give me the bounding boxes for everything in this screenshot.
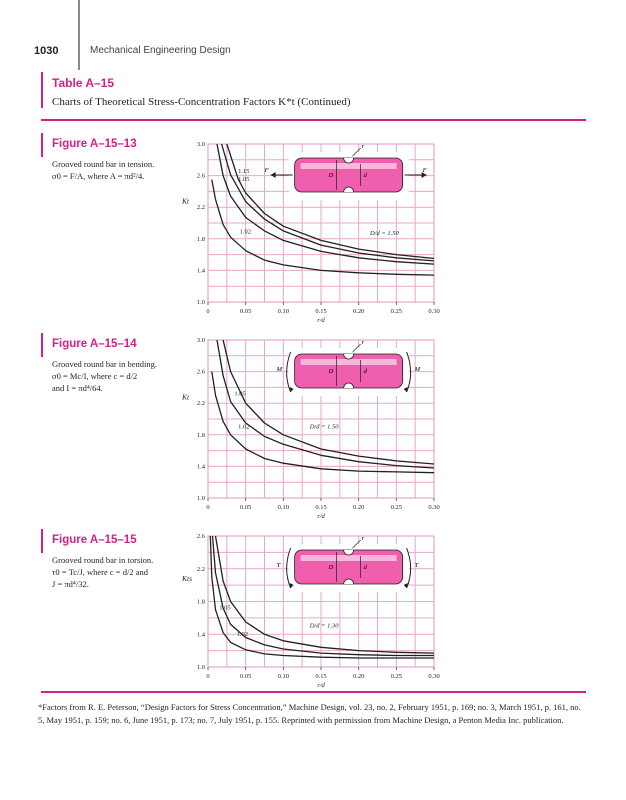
load-label-right: F — [422, 167, 427, 174]
series-label: 1.05 — [234, 390, 246, 398]
x-tick-label: 0 — [206, 504, 210, 511]
y-tick-label: 1.8 — [196, 598, 205, 606]
x-axis-label: r/d — [317, 513, 325, 520]
y-tick-label: 2.2 — [196, 565, 205, 573]
series-label: D/d = 1.50 — [309, 423, 339, 431]
series-label: 1.02 — [238, 423, 250, 431]
table-accent-bar — [41, 72, 43, 108]
figure-14-desc-line: σ0 = Mc/I, where c = d/2 — [52, 371, 138, 381]
figure-15-description — [52, 554, 177, 590]
y-tick-label: 2.2 — [196, 400, 205, 408]
x-tick-label: 0.30 — [428, 504, 440, 511]
bar-highlight — [301, 163, 397, 169]
series-label: 1.02 — [236, 630, 249, 638]
table-rule — [41, 119, 586, 121]
table-title: Table A–15 — [52, 76, 115, 90]
series-label: D/d = 1.50 — [369, 229, 399, 237]
figure-15-desc-line: J = πd⁴/32. — [52, 579, 89, 589]
figure-13-chart — [172, 138, 462, 324]
x-tick-label: 0.15 — [315, 673, 327, 680]
x-tick-label: 0 — [206, 673, 210, 680]
series-label: 1.15 — [238, 168, 250, 176]
figure-13-desc-line: σ0 = F/A, where A = πd²/4. — [52, 171, 145, 181]
load-label-left: M — [276, 366, 283, 373]
x-tick-label: 0.30 — [428, 308, 440, 315]
series-label: 1.02 — [239, 228, 252, 236]
label-D: D — [328, 368, 334, 375]
figure-13-desc-line: Grooved round bar in tension. — [52, 159, 155, 169]
y-axis-label: Kt — [182, 196, 190, 206]
y-tick-label: 1.0 — [196, 299, 205, 306]
x-tick-label: 0.15 — [315, 308, 327, 315]
figure-13-accent-bar — [41, 133, 43, 157]
x-axis-label: r/d — [317, 682, 325, 689]
y-axis-label: Kts — [182, 574, 193, 584]
header-divider — [78, 0, 80, 70]
figure-14-title: Figure A–15–14 — [52, 338, 137, 350]
y-tick-label: 1.8 — [196, 431, 205, 439]
x-tick-label: 0.20 — [352, 673, 365, 680]
x-tick-label: 0.20 — [352, 308, 365, 315]
label-D: D — [328, 172, 334, 179]
x-tick-label: 0.25 — [390, 673, 403, 680]
load-label-left: F — [264, 167, 269, 174]
y-tick-label: 2.2 — [196, 204, 205, 212]
label-d: d — [363, 172, 367, 179]
x-tick-label: 0.20 — [352, 504, 365, 511]
figure-15-accent-bar — [41, 529, 43, 553]
y-tick-label: 2.6 — [196, 172, 205, 180]
x-tick-label: 0 — [206, 308, 210, 315]
label-d: d — [363, 368, 367, 375]
series-label: 1.05 — [219, 604, 231, 612]
x-tick-label: 0.05 — [239, 673, 252, 680]
x-tick-label: 0.30 — [428, 673, 440, 680]
y-tick-label: 3.0 — [196, 337, 205, 344]
figure-14-description — [52, 358, 177, 394]
figure-15-title: Figure A–15–15 — [52, 534, 137, 546]
x-tick-label: 0.10 — [277, 308, 290, 315]
figure-14-desc-line: and I = πd⁴/64. — [52, 383, 103, 393]
y-tick-label: 3.0 — [196, 141, 205, 148]
table-caption: Charts of Theoretical Stress-Concentration Factors K*t (Continued) — [52, 96, 351, 108]
series-label: D/d = 1.30 — [309, 622, 339, 630]
y-tick-label: 1.8 — [196, 235, 205, 243]
y-tick-label: 1.4 — [196, 631, 205, 639]
x-tick-label: 0.05 — [239, 504, 252, 511]
y-tick-label: 1.4 — [196, 267, 205, 275]
series-label: 1.05 — [238, 176, 250, 184]
x-tick-label: 0.25 — [390, 504, 403, 511]
x-tick-label: 0.10 — [277, 673, 290, 680]
y-tick-label: 1.4 — [196, 463, 205, 471]
x-axis-label: r/d — [317, 317, 325, 324]
figure-15-desc-line: Grooved round bar in torsion. — [52, 555, 154, 565]
x-tick-label: 0.10 — [277, 504, 290, 511]
label-d: d — [363, 564, 367, 571]
label-r: r — [361, 339, 365, 346]
footnote-rule — [41, 691, 586, 693]
x-tick-label: 0.05 — [239, 308, 252, 315]
load-label-right: T — [414, 562, 419, 569]
load-label-left: T — [276, 562, 281, 569]
label-r: r — [361, 535, 365, 542]
load-label-right: M — [414, 366, 421, 373]
bar-highlight — [301, 359, 397, 365]
x-tick-label: 0.15 — [315, 504, 327, 511]
bar-highlight — [301, 555, 397, 561]
figure-14-desc-line: Grooved round bar in bending. — [52, 359, 158, 369]
y-tick-label: 1.0 — [196, 495, 205, 502]
footnote: *Factors from R. E. Peterson, “Design Factors for Stress Concentration,” Machine Design, vol. 23, no. 2, February 1951, p. 169; no. 3, March 1951, p. 161, no. 5, May 1951, p. 159; no. 6, June 1951, p. 173; no. 7, July 1951, p. 155. Reprinted with permission from Machine Design, a Penton Media Inc. publication. — [38, 702, 581, 725]
figure-13-title: Figure A–15–13 — [52, 138, 137, 150]
running-head: Mechanical Engineering Design — [90, 45, 231, 56]
x-tick-label: 0.25 — [390, 308, 403, 315]
figure-15-desc-line: τ0 = Tc/J, where c = d/2 and — [52, 567, 148, 577]
y-tick-label: 2.6 — [196, 368, 205, 376]
figure-15-chart — [172, 530, 462, 690]
figure-13-description — [52, 158, 177, 182]
label-r: r — [361, 143, 365, 150]
y-axis-label: Kt — [182, 392, 190, 402]
figure-14-accent-bar — [41, 333, 43, 357]
y-tick-label: 2.6 — [196, 533, 205, 540]
figure-14-chart — [172, 334, 462, 520]
y-tick-label: 1.0 — [196, 664, 205, 671]
label-D: D — [328, 564, 334, 571]
page-number: 1030 — [34, 45, 59, 57]
